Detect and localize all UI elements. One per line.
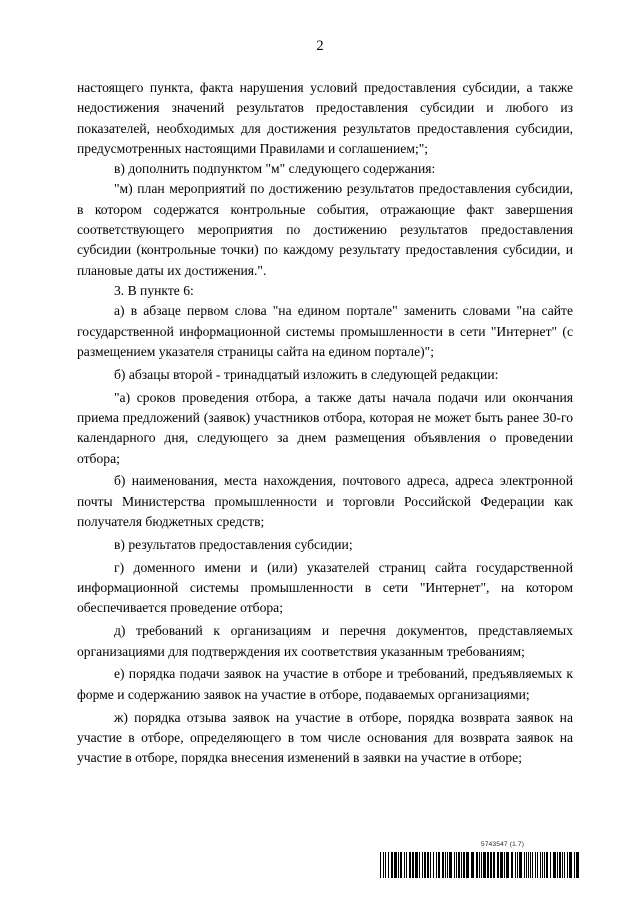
paragraph: г) доменного имени и (или) указателей страниц сайта государственной информационной системы промышленности в сети "Интернет", на котором обеспечивается проведение отбора;: [77, 559, 573, 616]
paragraph: ж) порядка отзыва заявок на участие в отборе, порядка возврата заявок на участие в отборе, определяющего в том числе основания для возврата заявок на участие в отборе, порядка внесения изменений в заявки на участие в отборе;: [77, 709, 573, 766]
paragraph: в) результатов предоставления субсидии;: [114, 536, 353, 552]
paragraph: "а) сроков проведения отбора, а также даты начала подачи или окончания приема предложений (заявок) участников отбора, которая не может быть ранее 30-го календарного дня, следующего за днем размещения объявления о проведении отбора;: [77, 389, 573, 466]
document-code: 5743547 (1.7): [481, 841, 525, 848]
paragraph: 3. В пункте 6:: [114, 282, 194, 298]
document-body: [77, 78, 573, 769]
paragraph: е) порядка подачи заявок на участие в отборе и требований, предъявляемых к форме и содержанию заявок на участие в отборе, подаваемых организациями;: [77, 666, 573, 702]
page-number: 2: [316, 38, 324, 54]
paragraph: "м) план мероприятий по достижению результатов предоставления субсидии, в котором содержатся контрольные события, отражающие факт завершения соответствующего мероприятия по достижению результатов предоставления субсидии (контрольные точки) по каждому результату предоставления субсидии, и плановые даты их достижения.".: [77, 181, 573, 278]
paragraph: а) в абзаце первом слова "на едином портале" заменить словами "на сайте государственной информационной системы промышленности в сети "Интернет" (с размещением указателя страницы сайта на едином портале)";: [77, 303, 573, 359]
paragraph: настоящего пункта, факта нарушения условий предоставления субсидии, а также недостижения значений результатов предоставления субсидии и любого из показателей, необходимых для достижения результатов предоставления субсидии, предусмотренных настоящими Правилами и соглашением;";: [77, 80, 573, 156]
paragraph: б) наименования, места нахождения, почтового адреса, адреса электронной почты Министерства промышленности и торговли Российской Федерации как получателя бюджетных средств;: [77, 473, 573, 530]
paragraph: б) абзацы второй - тринадцатый изложить в следующей редакции:: [114, 366, 499, 382]
barcode-image: [380, 852, 579, 878]
paragraph: д) требований к организациям и перечня документов, представляемых организациями для подтверждения их соответствия указанным требованиям;: [77, 623, 573, 659]
paragraph: в) дополнить подпунктом "м" следующего содержания:: [114, 161, 436, 177]
